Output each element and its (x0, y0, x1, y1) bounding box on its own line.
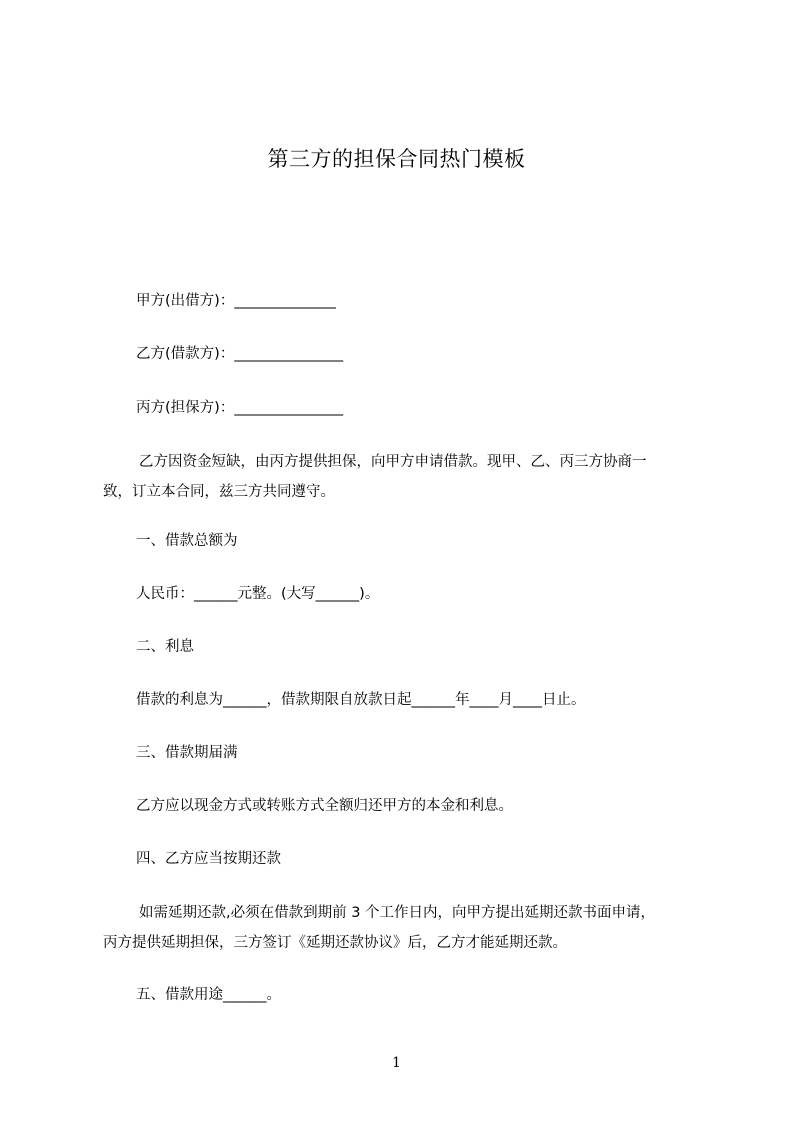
intro-line-2: 致，订立本合同，兹三方共同遵守。 (103, 484, 335, 500)
section-1-heading: 一、借款总额为 (136, 533, 238, 549)
intro-paragraph (103, 447, 703, 507)
section-4-paragraph (103, 898, 703, 958)
section-4-heading: 四、乙方应当按期还款 (136, 851, 281, 867)
party-a-line: 甲方(出借方)：______________ (136, 293, 336, 309)
section-3-heading: 三、借款期届满 (136, 745, 238, 761)
party-c-line: 丙方(担保方)：_______________ (136, 400, 344, 416)
section-2-heading: 二、利息 (136, 639, 194, 655)
document-title: 第三方的担保合同热门模板 (267, 147, 526, 171)
intro-line-1: 乙方因资金短缺，由丙方提供担保，向甲方申请借款。现甲、乙、丙三方协商一 (139, 454, 647, 470)
section-1-body: 人民币：______元整。(大写______)。 (136, 586, 380, 602)
section-5-heading: 五、借款用途______。 (136, 987, 281, 1003)
section-3-body: 乙方应以现金方式或转账方式全额归还甲方的本金和利息。 (136, 798, 513, 814)
section-4-line-2: 丙方提供延期担保，三方签订《延期还款协议》后，乙方才能延期还款。 (103, 935, 567, 951)
party-b-line: 乙方(借款方)：_______________ (136, 346, 344, 362)
section-4-line-1: 如需延期还款,必须在借款到期前 3 个工作日内，向甲方提出延期还款书面申请， (139, 905, 656, 921)
page-number: 1 (392, 1055, 401, 1071)
section-2-body: 借款的利息为______，借款期限自放款日起______年____月____日止。 (136, 692, 586, 708)
